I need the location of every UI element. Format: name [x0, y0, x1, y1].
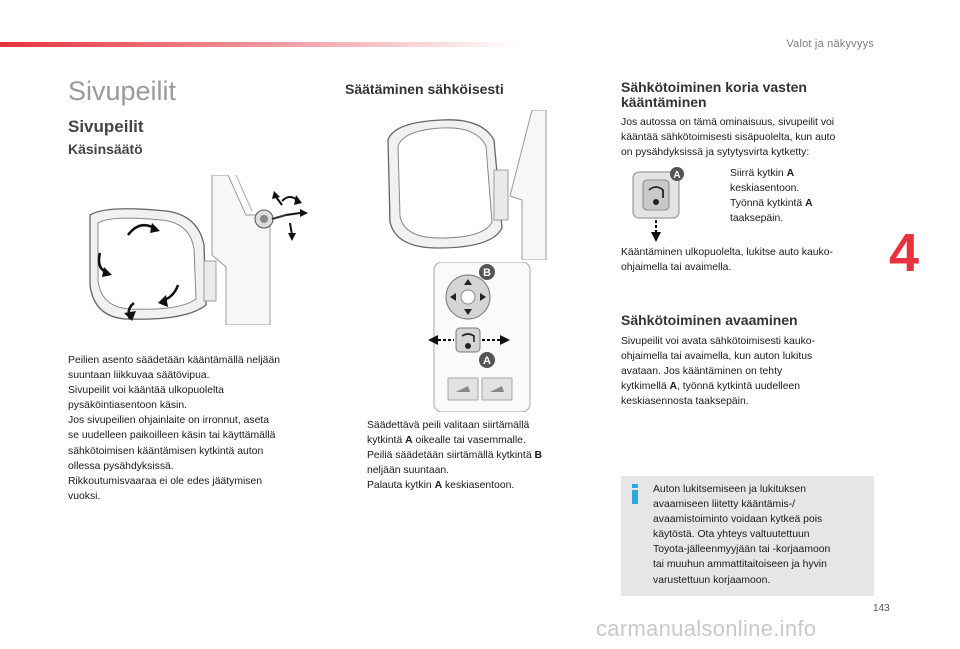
info-text: Auton lukitsemiseen ja lukituksen avaamiseen liitetty kääntämis-/ avaamistoiminto voidaan kytkeä pois käytöstä. Ota yhteys valtuutettuun Toyota-jälleenmyyjään tai -korjaamoon tai muuhun ammattitaitoiseen ja hyvin varustettuun korjaamoon. — [653, 484, 831, 586]
switch-label-a: A — [483, 355, 491, 367]
folding-heading: Sähkötoiminen koria vasten kääntäminen — [621, 79, 807, 110]
manual-adjust-text: Peilien asento säädetään kääntämällä neljään suuntaan liikkuvaa säätövipua. Sivupeilit voi kääntää ulkopuolelta pysäköintiasentoon käsin. Jos sivupeilien ohjainlaite on irronnut, aseta se uudelleen paikoilleen käsin tai käyttämällä sähkötoimisen kääntämisen kytkintä auton ollessa pysähdyksissä. Rikkoutumisvaaraa ei ole edes jäätymisen vuoksi. — [68, 355, 281, 502]
electric-mirror-illustration — [382, 110, 562, 260]
fold-switch-illustration — [631, 166, 687, 244]
header-accent-bar — [0, 42, 520, 47]
list-item: Siirrä kytkin A keskiasentoon. — [730, 168, 800, 195]
opening-text: Sivupeilit voi avata sähkötoimisesti kauko- ohjaimella tai avaimella, kun auton lukitus avataan. Jos kääntäminen on tehty kytkimellä A, työnnä kytkintä uudelleen keskiasennosta taaksepäin. — [621, 336, 816, 408]
switch-label-b: B — [483, 267, 491, 279]
outside-folding-text: Kääntäminen ulkopuolelta, lukitse auto kauko- ohjaimella tai avaimella. — [621, 247, 833, 274]
electric-adjust-steps — [345, 418, 580, 493]
subsection-title: Käsinsäätö — [68, 141, 143, 157]
electric-adjust-heading: Säätäminen sähköisesti — [345, 81, 504, 97]
mirror-switch-panel — [424, 262, 544, 412]
list-item: Peiliä säädetään siirtämällä kytkintä B neljään suuntaan. — [367, 450, 543, 477]
fold-switch-label-a: A — [673, 170, 681, 181]
opening-heading: Sähkötoiminen avaaminen — [621, 312, 798, 328]
folding-intro-text: Jos autossa on tämä ominaisuus, sivupeilit voi kääntää sähkötoimisesti sisäpuolelta, kun auto on pysähdyksissä ja sytytysvirta kytketty: — [621, 117, 836, 159]
list-item: Palauta kytkin A keskiasentoon. — [367, 480, 515, 492]
manual-mirror-illustration — [86, 175, 326, 325]
list-item: Työnnä kytkintä A taaksepäin. — [730, 198, 813, 225]
section-title: Sivupeilit — [68, 117, 144, 136]
page-number: 143 — [873, 603, 890, 614]
chapter-number: 4 — [889, 223, 920, 283]
watermark: carmanualsonline.info — [596, 616, 817, 641]
info-icon — [630, 484, 640, 504]
chapter-title: Valot ja näkyvyys — [786, 38, 874, 50]
folding-steps — [708, 166, 868, 226]
page-title: Sivupeilit — [68, 76, 177, 106]
list-item: Säädettävä peili valitaan siirtämällä kytkintä A oikealle tai vasemmalle. — [367, 420, 530, 447]
